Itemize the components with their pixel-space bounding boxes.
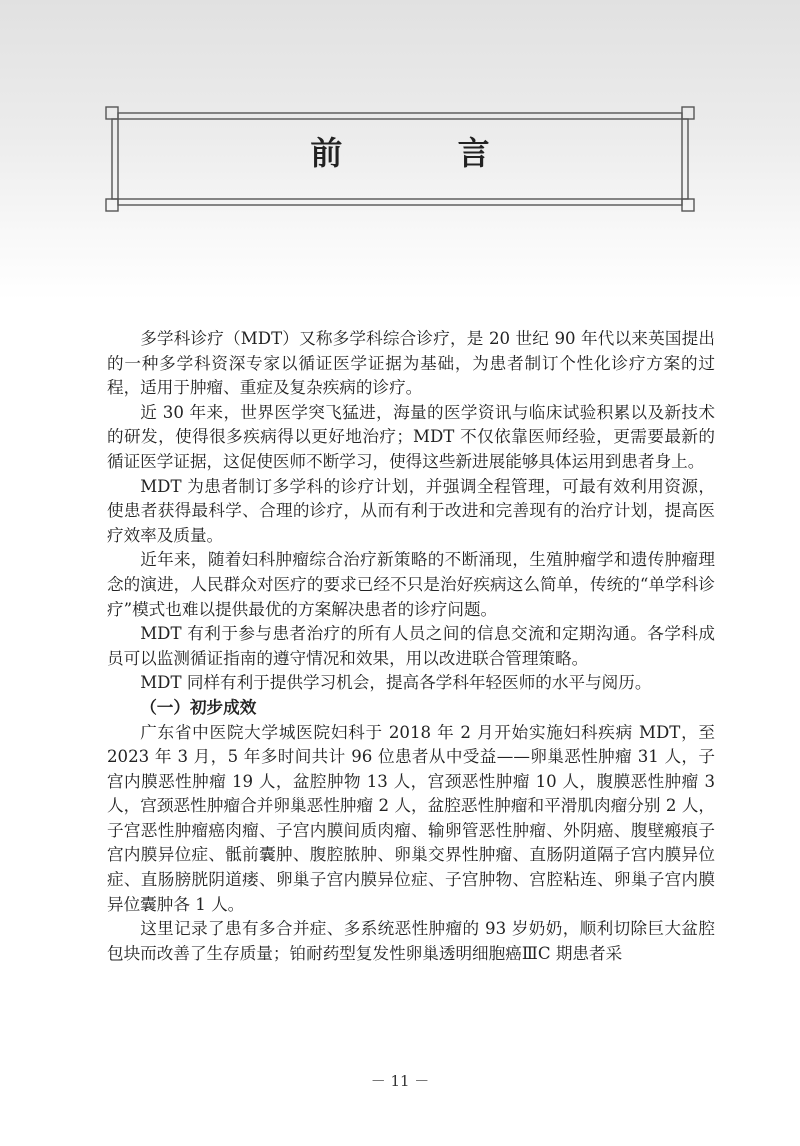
paragraph: MDT 为患者制订多学科的诊疗计划，并强调全程管理，可最有效利用资源，使患者获得最科学、合理的诊疗，从而有利于改进和完善现有的治疗计划，提高医疗效率及质量。 xyxy=(107,476,715,545)
page-title: 前 言 xyxy=(310,134,542,172)
paragraph: 多学科诊疗（MDT）又称多学科综合诊疗，是 20 世纪 90 年代以来英国提出的一种多学科资深专家以循证医学证据为基础，为患者制订个性化诊疗方案的过程，适用于肿瘤、重症及复杂疾病的诊疗。 xyxy=(107,329,715,398)
body-text xyxy=(107,327,715,966)
page-number: － 11 － xyxy=(370,1072,430,1090)
paragraph: 广东省中医院大学城医院妇科于 2018 年 2 月开始实施妇科疾病 MDT，至 2023 年 3 月，5 年多时间共计 96 位患者从中受益——卵巢恶性肿瘤 31 人，子宫内膜恶性肿瘤 19 人，盆腔肿物 13 人，宫颈恶性肿瘤 10 人，腹膜恶性肿瘤 3 人，宫颈恶性肿瘤合并卵巢恶性肿瘤 2 人，盆腔恶性肿瘤和平滑肌肉瘤分别 2 人，子宫恶性肿瘤癌肉瘤、子宫内膜间质肉瘤、输卵管恶性肿瘤、外阴癌、腹壁瘢痕子宫内膜异位症、骶前囊肿、腹腔脓肿、卵巢交界性肿瘤、直肠阴道隔子宫内膜异位症、直肠膀胱阴道瘘、卵巢子宫内膜异位症、子宫肿物、宫腔粘连、卵巢子宫内膜异位囊肿各 1 人。 xyxy=(107,722,715,914)
paragraph: 近年来，随着妇科肿瘤综合治疗新策略的不断涌现，生殖肿瘤学和遗传肿瘤理念的演进，人民群众对医疗的要求已经不只是治好疾病这么简单，传统的“单学科诊疗”模式也难以提供最优的方案解决患者的诊疗问题。 xyxy=(107,550,715,619)
paragraph: MDT 同样有利于提供学习机会，提高各学科年轻医师的水平与阅历。 xyxy=(140,673,652,693)
paragraph: 这里记录了患有多合并症、多系统恶性肿瘤的 93 岁奶奶，顺利切除巨大盆腔包块而改善了生存质量；铂耐药型复发性卵巢透明细胞癌ⅢC 期患者采 xyxy=(107,919,715,963)
paragraph: 近 30 年来，世界医学突飞猛进，海量的医学资讯与临床试验积累以及新技术的研发，使得很多疾病得以更好地治疗；MDT 不仅依靠医师经验，更需要最新的循证医学证据，这促使医师不断学习，使得这些新进展能够具体运用到患者身上。 xyxy=(107,402,715,471)
paragraph: MDT 有利于参与患者治疗的所有人员之间的信息交流和定期沟通。各学科成员可以监测循证指南的遵守情况和效果，用以改进联合管理策略。 xyxy=(107,624,715,668)
section-heading: （一）初步成效 xyxy=(140,697,257,717)
